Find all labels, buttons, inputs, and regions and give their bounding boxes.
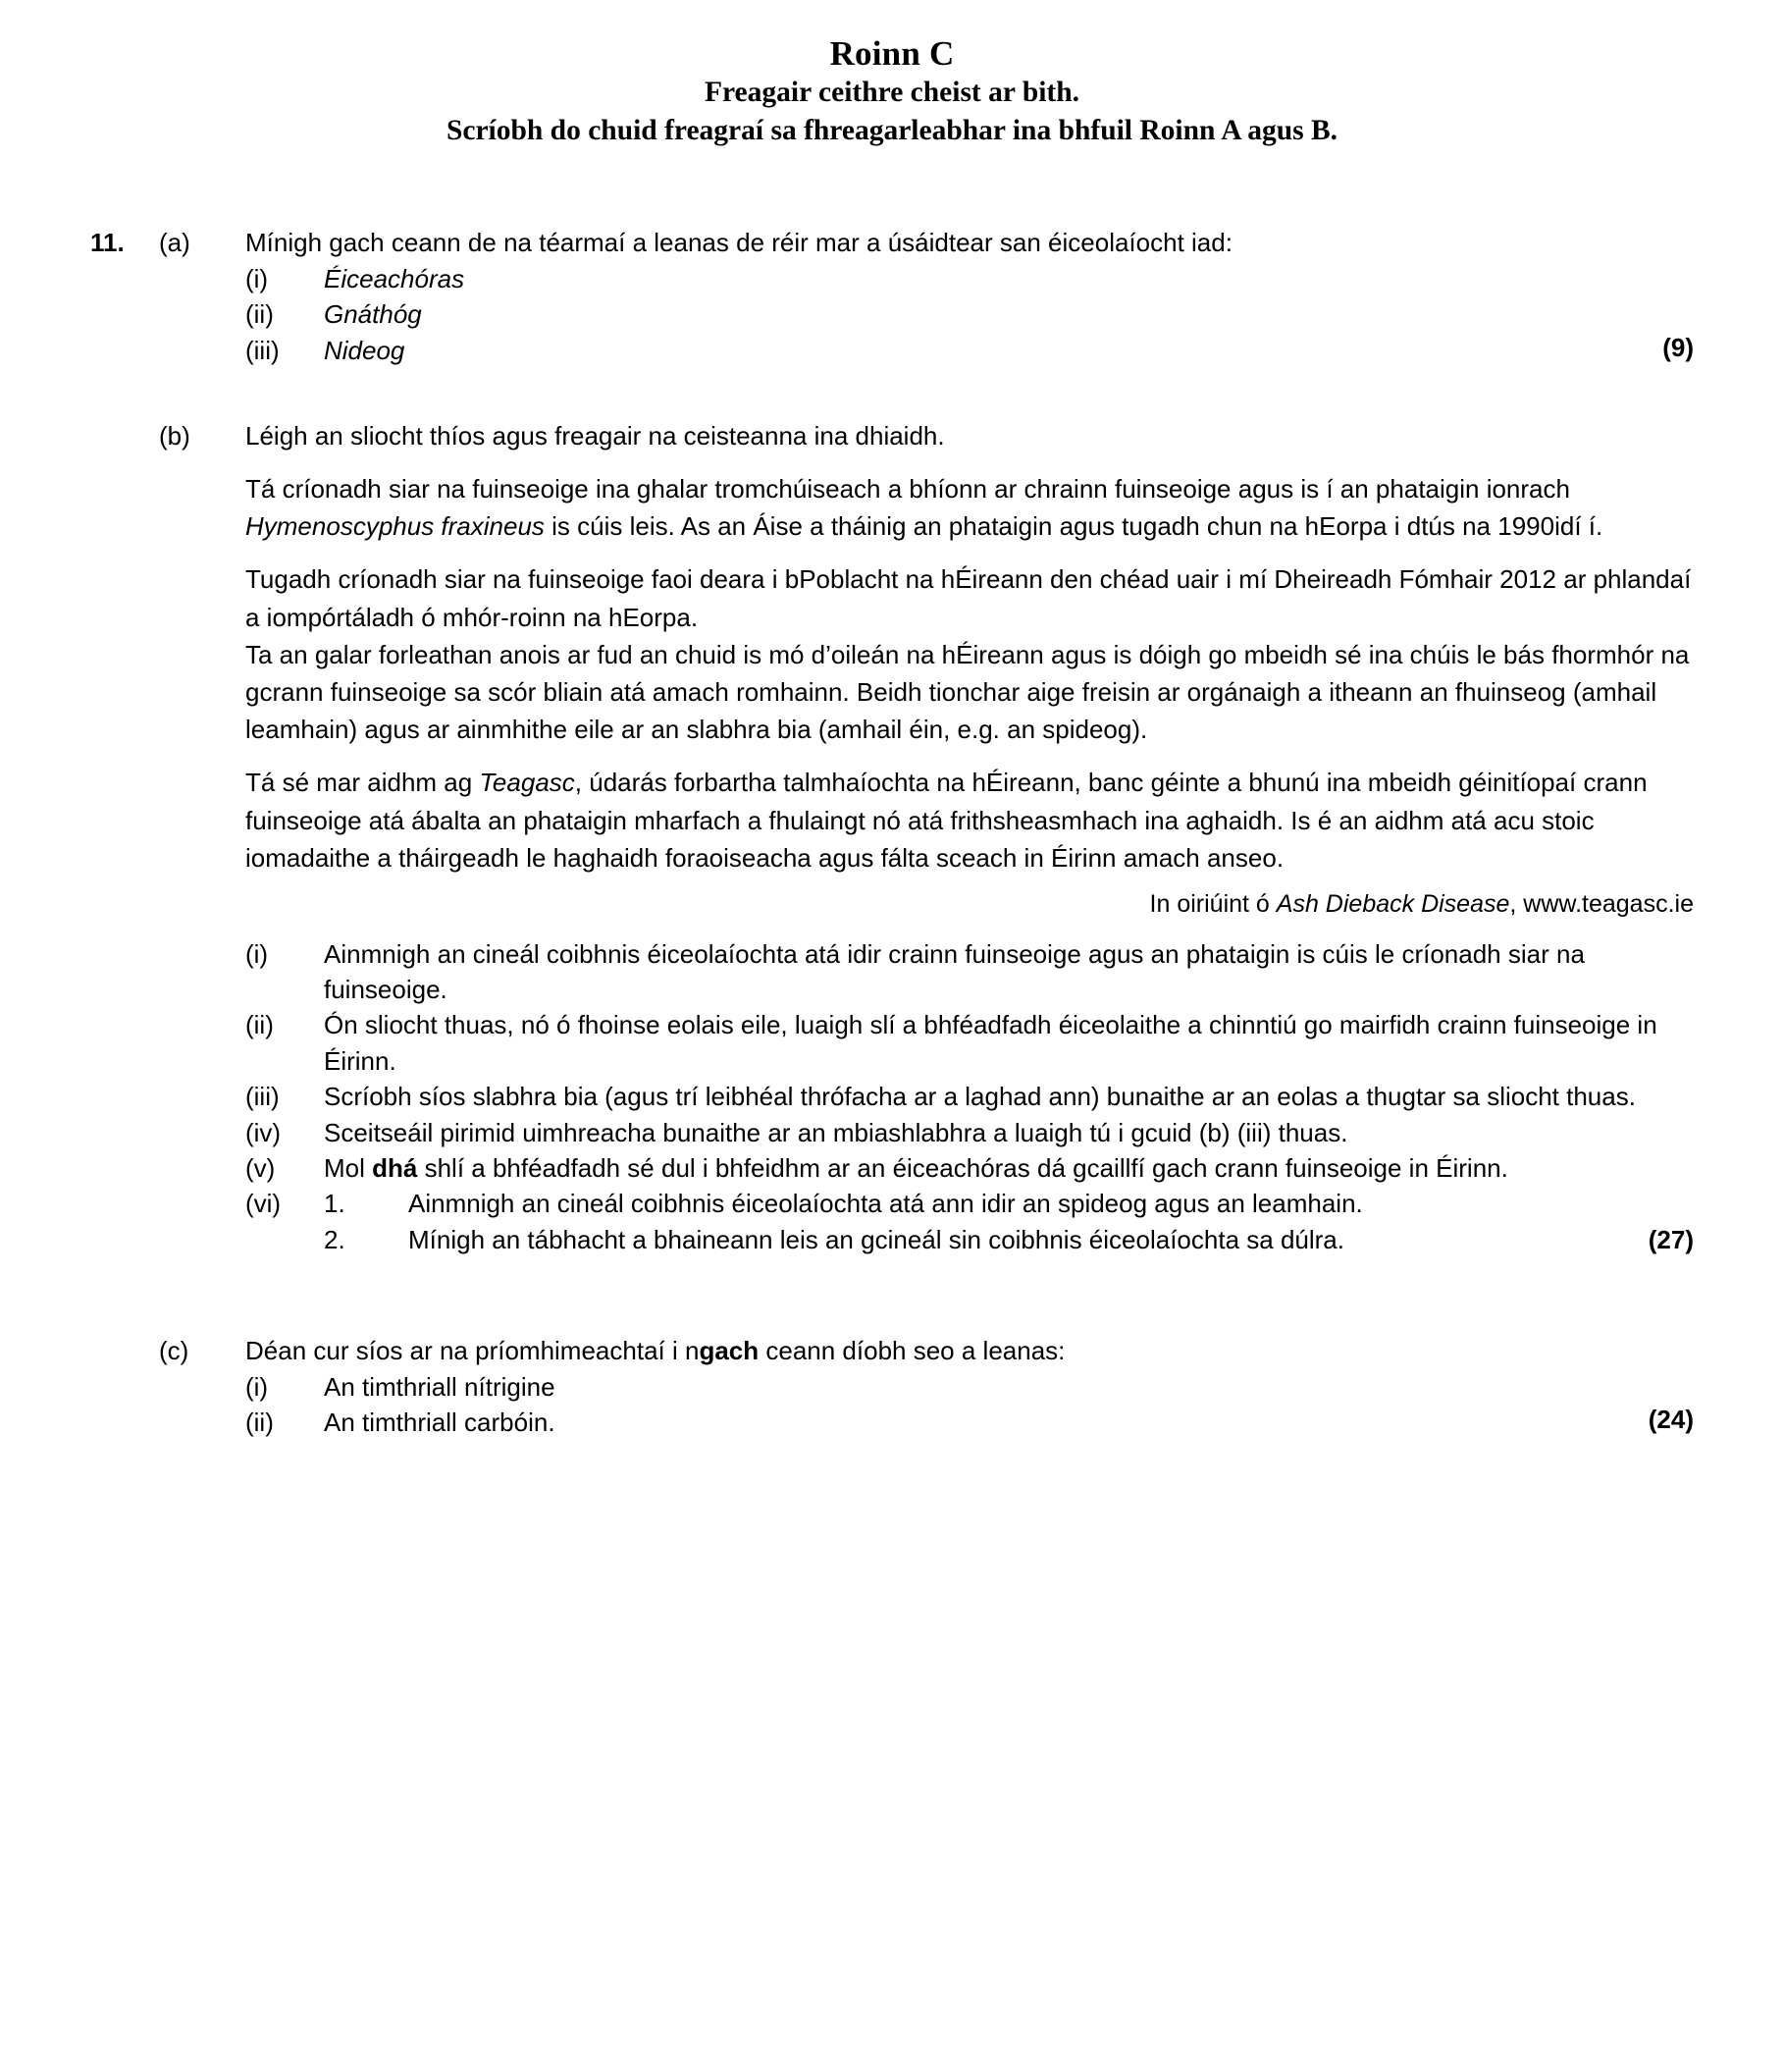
list-item [245, 333, 1694, 368]
instruction-line-1: Freagair ceithre cheist ar bith. [704, 77, 1080, 109]
item-marker: (iii) [245, 1082, 280, 1112]
sub-list-item [324, 1186, 1694, 1221]
passage-p3-text: Ta an galar forleathan anois ar fud an chuid is mó d’oileán na hÉireann agus is dóigh go mbeidh sé ina chúis le bás fhormhór na gcrann fuinseoige sa scór bliain atá amach romhainn. Beidh tionchar aige freisin ar orgánaigh a itheann an fhuinseog (amhail leamhain) agus ar ainmhithe eile ar an slabhra bia (amhail éin, e.g. an spideog). [245, 639, 1690, 745]
passage-paragraph-1 [245, 470, 1694, 545]
item-text: Ainmnigh an cineál coibhnis éiceolaíochta atá idir crainn fuinseoige agus an phataigin is cúis le críonadh siar na fuinseoige. [324, 938, 1585, 1004]
list-item [245, 1079, 1694, 1114]
item-marker: (ii) [245, 1408, 274, 1438]
passage-p1-before: Tá críonadh siar na fuinseoige ina ghalar tromchúiseach a bhíonn ar chrainn fuinseoige agus is í an phataigin ionrach [245, 473, 1570, 504]
list-item [245, 1150, 1694, 1186]
spacer [90, 921, 1694, 936]
item-marker: (ii) [245, 299, 274, 330]
item-marker: (iii) [245, 335, 280, 365]
organisation-name: Teagasc [479, 768, 575, 798]
subitem-marker: 2. [324, 1224, 345, 1254]
list-item [245, 1369, 1694, 1405]
passage-p4-after: , údarás forbartha talmhaíochta na hÉireann, banc géinte a bhunú ina mbeidh géinitíopaí crann fuinseoige atá ábalta an phataigin mharfach a fhulaingt nó atá frithsheasmhach ina aghaidh. Is é an aidhm atá acu stoic iomadaithe a tháirgeadh le haghaidh foraoiseacha agus fálta sceach in Éirinn amach anseo. [245, 768, 1648, 873]
list-item [245, 936, 1694, 1008]
attribution-before: In oiriúint ó [1149, 890, 1277, 919]
reading-passage [245, 470, 1694, 921]
part-b-items [245, 936, 1694, 1258]
item-text-after: shlí a bhféadfadh sé dul i bhfeidhm ar an éiceachóras dá gcaillfí gach crann fuinseoige in Éirinn. [417, 1152, 1508, 1183]
sub-list-item [324, 1222, 1694, 1257]
spacer [90, 149, 1694, 226]
spacer [90, 368, 1694, 419]
item-marker: (v) [245, 1152, 276, 1183]
item-text: Scríobh síos slabhra bia (agus trí leibhéal thrófacha ar a laghad ann) bunaithe ar an eolas a thugtar sa sliocht thuas. [324, 1082, 1636, 1112]
item-text: Ón sliocht thuas, nó ó fhoinse eolais eile, luaigh slí a bhféadfadh éiceolaithe a chinntiú go mairfidh crainn fuinseoige in Éirinn. [324, 1010, 1657, 1076]
list-item [245, 1405, 1694, 1440]
emphasis-dha: dhá [372, 1152, 418, 1183]
part-a-stem: Mínigh gach ceann de na téarmaí a leanas de réir mar a úsáidtear san éiceolaíocht iad: [245, 227, 1233, 257]
passage-attribution [245, 888, 1694, 921]
passage-p1-after: is cúis leis. As an Áise a tháinig an phataigin agus tugadh chun na hEorpa i dtús na 1990idí í. [544, 511, 1603, 542]
question-11-part-b [90, 419, 1694, 454]
item-text: Nideog [324, 335, 405, 365]
spacer [90, 454, 1694, 470]
marks-part-c: (24) [1648, 1405, 1694, 1435]
page-header [90, 33, 1694, 149]
list-item [245, 1186, 1694, 1257]
item-marker: (vi) [245, 1189, 282, 1219]
question-11 [90, 226, 1694, 1441]
part-c-items [245, 1369, 1694, 1441]
question-11-part-c [90, 1334, 1694, 1369]
attribution-source-title: Ash Dieback Disease [1276, 890, 1510, 919]
item-marker: (i) [245, 263, 269, 293]
list-item [245, 261, 1694, 296]
item-text-before: Mol [324, 1152, 373, 1183]
marks-part-b: (27) [1648, 1224, 1694, 1254]
item-marker: (ii) [245, 1010, 274, 1040]
part-b-stem: Léigh an sliocht thíos agus freagair na ceisteanna ina dhiaidh. [245, 421, 945, 452]
question-number: 11. [90, 227, 125, 257]
item-subitems [324, 1186, 1694, 1257]
subitem-text: Ainmnigh an cineál coibhnis éiceolaíochta atá ann idir an spideog agus an leamhain. [408, 1189, 1363, 1219]
part-a-items [245, 261, 1694, 368]
part-c-stem-after: ceann díobh seo a leanas: [759, 1336, 1066, 1366]
list-item [245, 296, 1694, 332]
list-item [245, 1115, 1694, 1150]
subitem-text [408, 1222, 1694, 1257]
passage-p2-text: Tugadh críonadh siar na fuinseoige faoi deara i bPoblacht na hÉireann den chéad uair i mí Dheireadh Fómhair 2012 ar phlandaí a iompórtáladh ó mhór-roinn na hEorpa. [245, 564, 1692, 632]
item-text [324, 1150, 1694, 1186]
subitem-text-value: Mínigh an tábhacht a bhaineann leis an gcineál sin coibhnis éiceolaíochta sa dúlra. [408, 1224, 1344, 1254]
emphasis-gach: gach [699, 1336, 760, 1366]
section-title: Roinn C [829, 34, 955, 73]
subitem-marker: 1. [324, 1189, 345, 1219]
part-label-b: (b) [159, 421, 190, 452]
item-text: An timthriall carbóin. [324, 1408, 555, 1438]
part-c-stem-before: Déan cur síos ar na príomhimeachtaí i n [245, 1336, 700, 1366]
item-text: An timthriall nítrigine [324, 1371, 555, 1402]
part-c-stem [245, 1334, 1694, 1369]
instruction-line-2: Scríobh do chuid freagraí sa fhreagarleabhar ina bhfuil Roinn A agus B. [446, 114, 1338, 146]
attribution-after: , www.teagasc.ie [1509, 890, 1694, 919]
passage-paragraph-2 [245, 560, 1694, 748]
item-marker: (i) [245, 938, 269, 969]
list-item [245, 1007, 1694, 1079]
item-text: Éiceachóras [324, 263, 465, 293]
question-11-part-a [90, 226, 1694, 261]
item-text: Sceitseáil pirimid uimhreacha bunaithe ar an mbiashlabhra a luaigh tú i gcuid (b) (iii) thuas. [324, 1117, 1348, 1147]
passage-p4-before: Tá sé mar aidhm ag [245, 768, 480, 798]
item-marker: (iv) [245, 1117, 282, 1147]
passage-paragraph-4 [245, 764, 1694, 877]
marks-part-a: (9) [1662, 332, 1694, 362]
spacer [90, 1257, 1694, 1334]
part-label-a: (a) [159, 227, 190, 257]
item-marker: (i) [245, 1371, 269, 1402]
species-name: Hymenoscyphus fraxineus [245, 511, 545, 542]
part-label-c: (c) [159, 1336, 189, 1366]
item-text: Gnáthóg [324, 299, 422, 330]
